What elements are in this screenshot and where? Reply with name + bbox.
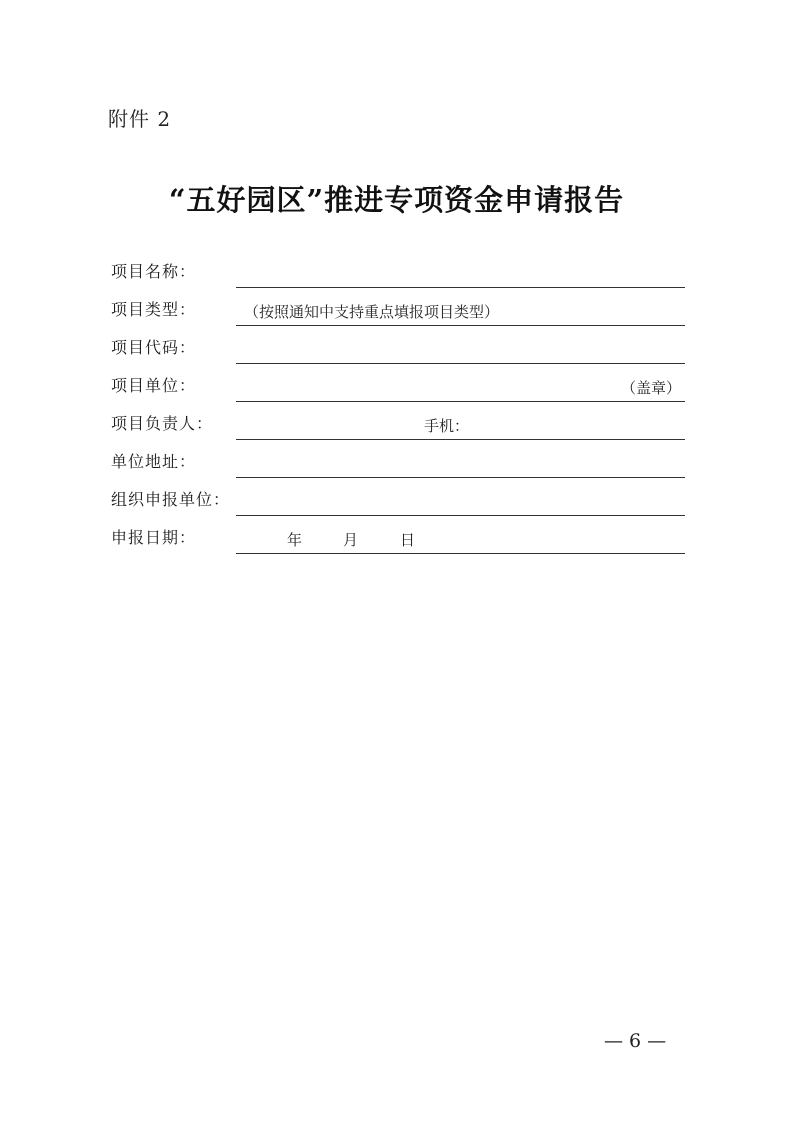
page-title: “五好园区”推进专项资金申请报告	[168, 183, 625, 217]
organizing-unit-field[interactable]	[236, 489, 685, 516]
year-label: 年	[287, 531, 303, 549]
project-code-field[interactable]	[236, 337, 685, 364]
form-row-unit-address	[0, 444, 793, 484]
phone-label: 手机：	[424, 417, 470, 435]
form-row-project-code	[0, 330, 793, 370]
project-name-field[interactable]	[236, 261, 685, 288]
project-name-label: 项目名称：	[111, 262, 197, 281]
month-label: 月	[343, 531, 359, 549]
project-type-field[interactable]	[236, 299, 685, 326]
project-unit-label: 项目单位：	[111, 376, 197, 395]
organizing-unit-label: 组织申报单位：	[111, 490, 231, 509]
project-type-hint: （按照通知中支持重点填报项目类型）	[244, 303, 500, 321]
unit-address-field[interactable]	[236, 451, 685, 478]
unit-address-label: 单位地址：	[111, 452, 197, 471]
page-number: — 6 —	[604, 1030, 667, 1052]
project-unit-field[interactable]	[236, 375, 685, 402]
project-type-label: 项目类型：	[111, 300, 197, 319]
project-code-label: 项目代码：	[111, 338, 197, 357]
attachment-label: 附件 2	[108, 107, 172, 131]
form-row-project-name	[0, 254, 793, 294]
seal-note: （盖章）	[620, 379, 681, 397]
project-leader-field[interactable]	[236, 413, 685, 440]
form-row-project-type	[0, 292, 793, 332]
day-label: 日	[400, 531, 416, 549]
form-row-project-unit	[0, 368, 793, 408]
project-leader-label: 项目负责人：	[111, 414, 214, 433]
apply-date-field[interactable]	[236, 527, 685, 554]
apply-date-label: 申报日期：	[111, 528, 197, 547]
form-row-apply-date	[0, 520, 793, 560]
form-row-organizing-unit	[0, 482, 793, 522]
form-row-project-leader	[0, 406, 793, 446]
